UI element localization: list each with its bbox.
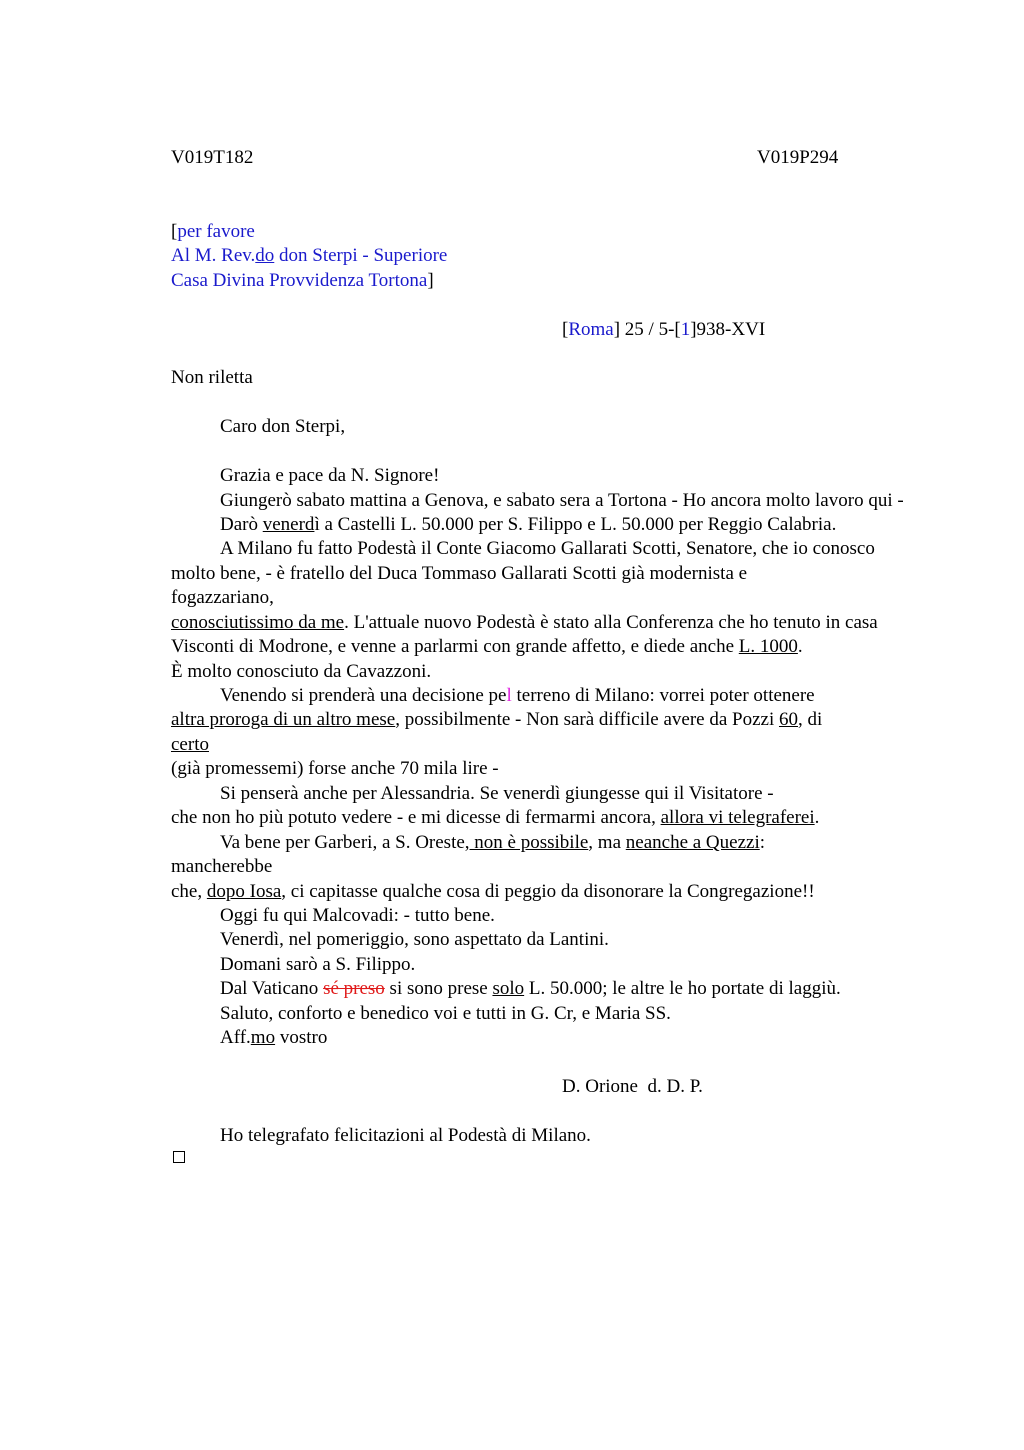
body-line <box>171 611 878 635</box>
body-line: Saluto, conforto e benedico voi e tutti in G. Cr, e Maria SS. <box>220 1003 671 1024</box>
body-line: Venerdì, nel pomeriggio, sono aspettato da Lantini. <box>220 929 609 950</box>
dateline-digit: 1 <box>680 319 691 340</box>
underlined-text: non è possibile <box>469 832 589 853</box>
body-line: A Milano fu fatto Podestà il Conte Giacomo Gallarati Scotti, Senatore, che io conosco <box>220 538 875 559</box>
underlined-text: neanche a Quezzi <box>625 832 760 853</box>
body-line: È molto conosciuto da Cavazzoni. <box>171 661 432 682</box>
text-span: vostro <box>275 1027 328 1048</box>
postscript: Ho telegrafato felicitazioni al Podestà di Milano. <box>220 1125 591 1146</box>
body-line <box>220 684 815 708</box>
dateline <box>562 318 765 342</box>
text-span: ì a Castelli L. 50.000 per S. Filippo e L. 50.000 per Reggio Calabria. <box>314 514 837 535</box>
underlined-text: venerd <box>262 514 315 535</box>
inserted-letter: l <box>506 685 512 706</box>
dateline-date: ] 25 / 5-[ <box>613 319 681 340</box>
underlined-text: allora vi telegraferei <box>660 807 815 828</box>
underlined-text: certo <box>171 734 209 755</box>
body-line: Si penserà anche per Alessandria. Se venerdì giungesse qui il Visitatore - <box>220 783 774 804</box>
end-marker-box <box>173 1151 185 1163</box>
text-span: , di <box>797 709 823 730</box>
address-line-1 <box>171 220 255 244</box>
closing-line <box>220 1026 327 1050</box>
signature: D. Orione d. D. P. <box>562 1076 703 1097</box>
text-span: L. 50.000; le altre le ho portate di laggiù. <box>524 978 841 999</box>
address-line-3 <box>171 269 434 293</box>
underlined-text: conosciutissimo da me <box>171 612 345 633</box>
text-span: . <box>797 636 803 657</box>
body-line: fogazzariano, <box>171 587 274 608</box>
body-line <box>171 806 819 830</box>
text-span: Venendo si prenderà una decisione pe <box>220 685 507 706</box>
underlined-text: dopo Iosa <box>206 881 282 902</box>
body-line: molto bene, - è fratello del Duca Tommaso Gallarati Scotti già modernista e <box>171 563 748 584</box>
underlined-text: mo <box>250 1027 276 1048</box>
text-span: terreno di Milano: vorrei poter ottenere <box>511 685 815 706</box>
address-house: Casa Divina Provvidenza Tortona <box>171 270 428 291</box>
text-span: : <box>759 832 766 853</box>
body-line: Oggi fu qui Malcovadi: - tutto bene. <box>220 905 495 926</box>
underlined-text: L. 1000 <box>738 636 798 657</box>
body-line: Grazia e pace da N. Signore! <box>220 465 440 486</box>
text-span: si sono prese <box>384 978 493 999</box>
document-code-left: V019T182 <box>171 147 254 168</box>
address-recipient-abbrev: do <box>255 245 275 266</box>
text-span: . <box>814 807 820 828</box>
text-span: , ci capitasse qualche cosa di peggio da disonorare la Congregazione!! <box>281 881 815 902</box>
close-bracket: ] <box>427 270 434 291</box>
body-line <box>171 880 815 904</box>
dateline-year: ]938-XVI <box>690 319 766 340</box>
text-span: Visconti di Modrone, e venne a parlarmi con grande affetto, e diede anche <box>171 636 739 657</box>
text-span: , possibilmente - Non sarà difficile avere da Pozzi <box>395 709 779 730</box>
text-span: che, <box>171 881 207 902</box>
body-line <box>220 513 836 537</box>
body-line: Giungerò sabato mattina a Genova, e sabato sera a Tortona - Ho ancora molto lavoro qui - <box>220 490 904 511</box>
body-line <box>171 733 209 757</box>
text-span: Aff. <box>220 1027 251 1048</box>
address-per-favore: per favore <box>177 221 255 242</box>
text-span: Darò <box>220 514 263 535</box>
address-recipient-pre: Al M. Rev. <box>171 245 256 266</box>
text-span: . L'attuale nuovo Podestà è stato alla Conferenza che ho tenuto in casa <box>344 612 878 633</box>
salutation: Caro don Sterpi, <box>220 416 346 437</box>
dateline-bracket: [ <box>562 319 569 340</box>
body-line <box>171 635 803 659</box>
underlined-text: solo <box>492 978 525 999</box>
address-recipient-post: don Sterpi - Superiore <box>274 245 448 266</box>
text-span: Dal Vaticano <box>220 978 324 999</box>
open-bracket: [ <box>171 221 178 242</box>
body-line: (già promessemi) forse anche 70 mila lire - <box>171 758 499 779</box>
body-line <box>220 831 765 855</box>
document-code-right: V019P294 <box>757 147 839 168</box>
text-span: , ma <box>588 832 626 853</box>
dateline-place: Roma <box>568 319 614 340</box>
body-line <box>220 977 841 1001</box>
underlined-text: altra proroga di un altro mese <box>171 709 396 730</box>
text-span: che non ho più potuto vedere - e mi dicesse di fermarmi ancora, <box>171 807 661 828</box>
body-line: mancherebbe <box>171 856 273 877</box>
body-line <box>171 708 822 732</box>
underlined-text: 60 <box>778 709 798 730</box>
struck-text: sé preso <box>323 978 385 999</box>
note-not-reread: Non riletta <box>171 367 253 388</box>
address-line-2 <box>171 244 447 268</box>
body-line: Domani sarò a S. Filippo. <box>220 954 416 975</box>
text-span: Va bene per Garberi, a S. Oreste, <box>220 832 470 853</box>
